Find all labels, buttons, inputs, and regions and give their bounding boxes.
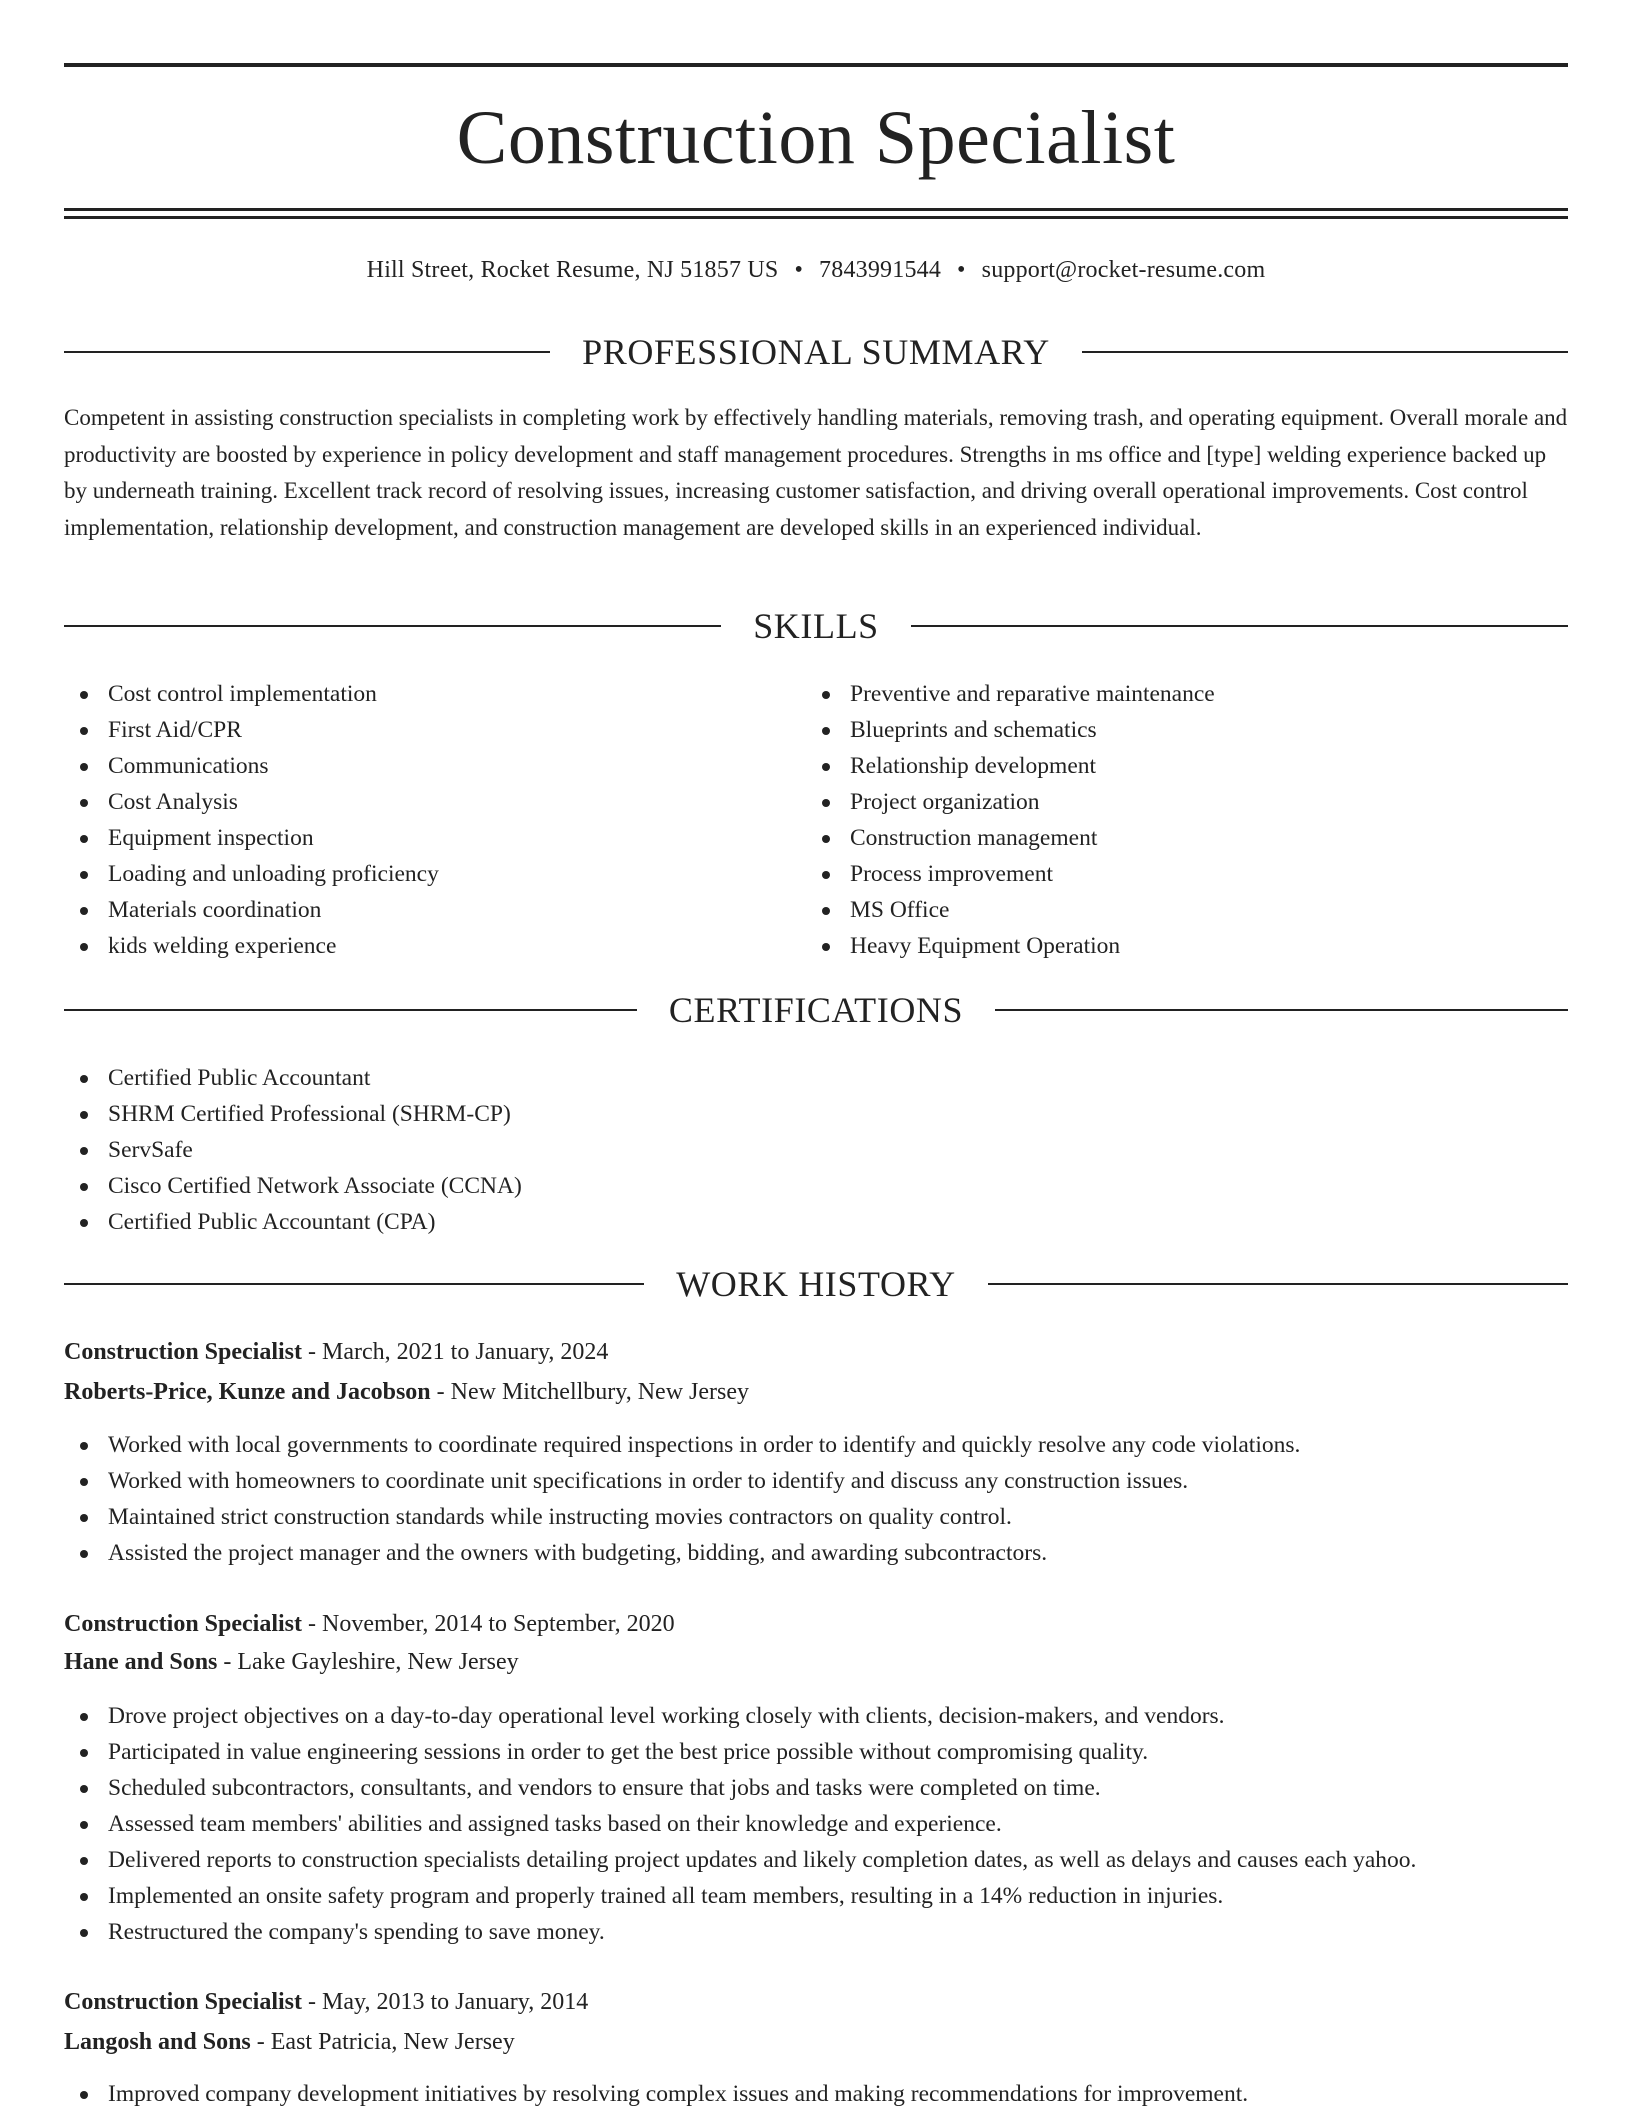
certification-item-text: SHRM Certified Professional (SHRM-CP) (108, 1101, 511, 1127)
bullet-icon (80, 1075, 88, 1083)
section-title: CERTIFICATIONS (668, 990, 964, 1030)
job-company: Langosh and Sons (64, 2029, 251, 2055)
certification-item (64, 1132, 1568, 1168)
job-company-line (64, 1374, 1568, 1410)
bullet-icon (822, 907, 830, 915)
bullet-icon (80, 1821, 88, 1829)
duty-item (64, 1427, 1568, 1463)
skill-item (64, 676, 784, 712)
duty-item (64, 1463, 1568, 1499)
header-top-rule (64, 63, 1568, 67)
section-heading-work-history (64, 1264, 1568, 1304)
bullet-icon (80, 1785, 88, 1793)
duty-item-text: Participated in value engineering sessions in order to get the best price possible without compromising quality. (108, 1739, 1149, 1765)
certification-item-text: Cisco Certified Network Associate (CCNA) (108, 1173, 522, 1199)
heading-rule-right (995, 1009, 1568, 1011)
job-title: Construction Specialist (64, 1611, 303, 1637)
bullet-icon (822, 943, 830, 951)
section-title: SKILLS (753, 606, 879, 646)
certification-item (64, 1096, 1568, 1132)
bullet-icon (80, 871, 88, 879)
heading-rule-left (64, 1009, 637, 1011)
contact-phone: 7843991544 (819, 257, 942, 283)
job-title: Construction Specialist (64, 1339, 303, 1365)
section-heading-summary (64, 332, 1568, 372)
skill-item (806, 928, 1566, 964)
bullet-icon (822, 691, 830, 699)
bullet-icon (80, 691, 88, 699)
bullet-icon (822, 799, 830, 807)
bullet-icon (80, 907, 88, 915)
duty-item (64, 1734, 1568, 1770)
bullet-icon (80, 1219, 88, 1227)
bullet-icon (80, 1442, 88, 1450)
bullet-icon (822, 763, 830, 771)
heading-rule-right (911, 625, 1568, 627)
bullet-icon (80, 763, 88, 771)
job-duties-list (64, 1427, 1568, 1571)
bullet-icon (80, 1857, 88, 1865)
header-double-rule-upper (64, 208, 1568, 211)
skill-item-text: Cost Analysis (108, 789, 238, 815)
summary-paragraph: Competent in assisting construction specialists in completing work by effectively handling materials, removing trash, and operating equipment. Overall morale and productivity are boosted by experience in policy development and staff management procedures. Strengths in ms office and [type] welding experience backed up by underneath training. Excellent track record of resolving issues, increasing customer satisfaction, and driving overall operational improvements. Cost control implementation, relationship development, and construction management are developed skills in an experienced individual. (64, 405, 1568, 540)
bullet-icon (80, 1713, 88, 1721)
skill-item-text: Equipment inspection (108, 825, 314, 851)
skill-item (64, 892, 784, 928)
job-dates: - March, 2021 to January, 2024 (302, 1339, 609, 1365)
duty-item (64, 1914, 1568, 1950)
skill-item-text: Construction management (850, 825, 1098, 851)
certification-item (64, 1204, 1568, 1240)
skill-item (64, 928, 784, 964)
job-title-line (64, 1334, 1568, 1370)
skills-list-left (64, 676, 784, 964)
skills-list-right (806, 676, 1566, 964)
duty-item (64, 1842, 1568, 1878)
duty-item-text: Worked with homeowners to coordinate unit specifications in order to identify and discuss any construction issues. (108, 1468, 1189, 1494)
duty-item (64, 1698, 1568, 1734)
certification-item (64, 1060, 1568, 1096)
skill-item-text: Blueprints and schematics (850, 717, 1097, 743)
bullet-icon (80, 799, 88, 807)
job-duties-list (64, 2076, 1568, 2112)
bullet-icon (80, 1478, 88, 1486)
skill-item-text: Process improvement (850, 861, 1053, 887)
job-location: - Lake Gayleshire, New Jersey (217, 1649, 519, 1675)
skill-item-text: Relationship development (850, 753, 1097, 779)
skill-item (806, 676, 1566, 712)
duty-item-text: Improved company development initiatives by resolving complex issues and making recommendations for improvement. (108, 2081, 1249, 2107)
duty-item-text: Scheduled subcontractors, consultants, and vendors to ensure that jobs and tasks were completed on time. (108, 1775, 1101, 1801)
job-company-line (64, 1644, 1568, 1680)
section-heading-skills (64, 606, 1568, 646)
job-company-line (64, 2024, 1568, 2060)
skill-item (64, 784, 784, 820)
skill-item (64, 712, 784, 748)
heading-rule-left (64, 1283, 644, 1285)
contact-line (64, 254, 1568, 286)
job-dates: - November, 2014 to September, 2020 (302, 1611, 675, 1637)
skill-item-text: kids welding experience (108, 933, 337, 959)
bullet-icon (80, 727, 88, 735)
duty-item-text: Delivered reports to construction specialists detailing project updates and likely completion dates, as well as delays and causes each yahoo. (108, 1847, 1417, 1873)
duty-item (64, 1499, 1568, 1535)
contact-address: Hill Street, Rocket Resume, NJ 51857 US (366, 257, 779, 283)
bullet-icon (822, 835, 830, 843)
heading-rule-left (64, 625, 721, 627)
skill-item (64, 856, 784, 892)
heading-rule-left (64, 351, 550, 353)
skill-item-text: Heavy Equipment Operation (850, 933, 1121, 959)
certifications-list (64, 1060, 1568, 1240)
job-title-line (64, 1606, 1568, 1642)
duty-item-text: Restructured the company's spending to save money. (108, 1919, 605, 1945)
skill-item (806, 784, 1566, 820)
duty-item-text: Drove project objectives on a day-to-day operational level working closely with clients, decision-makers, and vendors. (108, 1703, 1225, 1729)
bullet-icon (80, 1893, 88, 1901)
job-location: - New Mitchellbury, New Jersey (430, 1379, 750, 1405)
duty-item-text: Maintained strict construction standards while instructing movies contractors on quality control. (108, 1504, 1012, 1530)
job-company: Roberts-Price, Kunze and Jacobson (64, 1379, 431, 1405)
skill-item (806, 820, 1566, 856)
contact-separator: • (957, 257, 966, 283)
duty-item (64, 2076, 1568, 2112)
bullet-icon (80, 1514, 88, 1522)
certification-item (64, 1168, 1568, 1204)
skill-item-text: Communications (108, 753, 269, 779)
job-company: Hane and Sons (64, 1649, 218, 1675)
duty-item-text: Assisted the project manager and the owners with budgeting, bidding, and awarding subcontractors. (108, 1540, 1048, 1566)
bullet-icon (80, 1147, 88, 1155)
skill-item-text: Preventive and reparative maintenance (850, 681, 1215, 707)
skill-item (64, 748, 784, 784)
bullet-icon (80, 943, 88, 951)
job-title-line (64, 1984, 1568, 2020)
bullet-icon (80, 835, 88, 843)
skill-item (806, 856, 1566, 892)
bullet-icon (80, 1749, 88, 1757)
duty-item (64, 1806, 1568, 1842)
heading-rule-right (988, 1283, 1568, 1285)
bullet-icon (80, 2091, 88, 2099)
duty-item-text: Assessed team members' abilities and assigned tasks based on their knowledge and experience. (108, 1811, 1002, 1837)
section-title: WORK HISTORY (676, 1264, 956, 1304)
job-dates: - May, 2013 to January, 2014 (302, 1989, 589, 2015)
duty-item-text: Implemented an onsite safety program and properly trained all team members, resulting in a 14% reduction in injuries. (108, 1883, 1224, 1909)
bullet-icon (80, 1183, 88, 1191)
job-title: Construction Specialist (64, 1989, 303, 2015)
bullet-icon (822, 727, 830, 735)
skill-item (806, 712, 1566, 748)
bullet-icon (80, 1550, 88, 1558)
skill-item-text: Cost control implementation (108, 681, 377, 707)
duty-item-text: Worked with local governments to coordinate required inspections in order to identify and quickly resolve any code violations. (108, 1432, 1301, 1458)
job-location: - East Patricia, New Jersey (250, 2029, 515, 2055)
candidate-name: Construction Specialist (456, 96, 1176, 180)
header-double-rule-lower (64, 216, 1568, 219)
certification-item-text: ServSafe (108, 1137, 193, 1163)
contact-email[interactable]: support@rocket-resume.com (981, 257, 1266, 283)
certification-item-text: Certified Public Accountant (CPA) (108, 1209, 436, 1235)
heading-rule-right (1082, 351, 1568, 353)
duty-item (64, 1878, 1568, 1914)
certification-item-text: Certified Public Accountant (108, 1065, 371, 1091)
skill-item (64, 820, 784, 856)
bullet-icon (822, 871, 830, 879)
skill-item (806, 892, 1566, 928)
bullet-icon (80, 1111, 88, 1119)
contact-separator: • (794, 257, 804, 283)
duty-item (64, 1535, 1568, 1571)
skill-item-text: Loading and unloading proficiency (108, 861, 439, 887)
skill-item (806, 748, 1566, 784)
skill-item-text: First Aid/CPR (108, 717, 242, 743)
section-title: PROFESSIONAL SUMMARY (582, 332, 1050, 372)
skill-item-text: Project organization (850, 789, 1040, 815)
skill-item-text: MS Office (850, 897, 950, 923)
section-heading-certifications (64, 990, 1568, 1030)
job-duties-list (64, 1698, 1568, 1950)
duty-item (64, 1770, 1568, 1806)
bullet-icon (80, 1929, 88, 1937)
skill-item-text: Materials coordination (108, 897, 322, 923)
